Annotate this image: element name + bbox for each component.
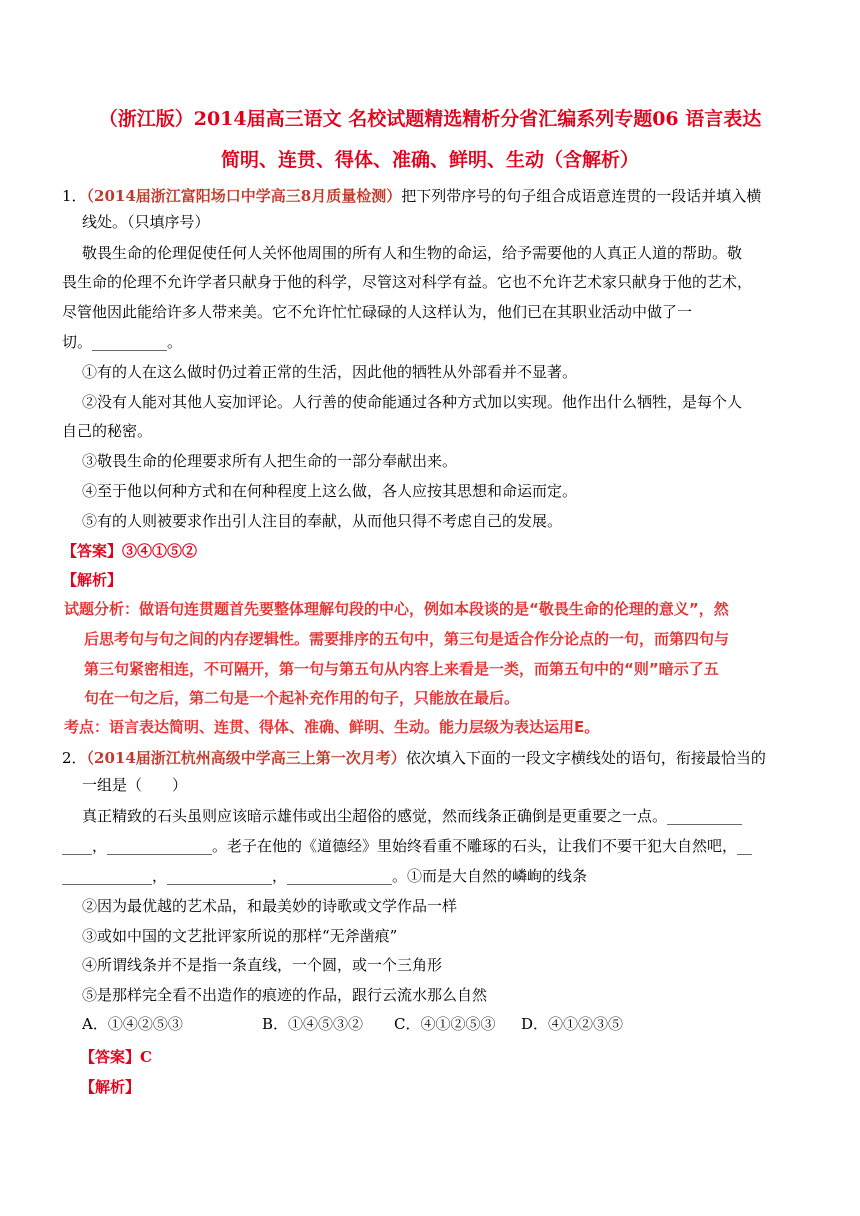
question-1-sentence: ③敬畏生命的伦理要求所有人把生命的一部分奉献出来。 (82, 452, 458, 470)
document-title-line-1: （浙江版）2014届高三语文 名校试题精选精析分省汇编系列专题06 语言表达 (98, 108, 762, 130)
question-2-sentence: ④所谓线条并不是指一条直线，一个圆，或一个三角形 (82, 956, 443, 974)
question-2-stem-continued: 一组是（ ） (82, 776, 188, 794)
question-2-sentence: ⑤是那样完全看不出造作的痕迹的作品，跟行云流水那么自然 (82, 986, 488, 1004)
question-2-stem-text: 依次填入下面的一段文字横线处的语句，衔接最恰当的 (405, 749, 766, 767)
question-1-sentence: 自己的秘密。 (62, 422, 153, 440)
question-1-analysis-line: 句在一句之后，第二句是一个起补充作用的句子，只能放在最后。 (84, 689, 520, 707)
question-1-source: （2014届浙江富阳场口中学高三8月质量检测） (86, 187, 402, 205)
question-1-analysis-line: 试题分析：做语句连贯题首先要整体理解句段的中心，例如本段谈的是“敬畏生命的伦理的意义”，然 (64, 600, 729, 618)
question-1-analysis-line: 第三句紧密相连，不可隔开，第一句与第五句从内容上来看是一类，而第五句中的“则”暗示了五 (84, 660, 719, 678)
question-1-number: 1． (62, 187, 87, 205)
question-1-sentence: ④至于他以何种方式和在何种程度上这么做，各人应按其思想和命运而定。 (82, 482, 578, 500)
option-d: D．④①②③⑤ (521, 1015, 624, 1033)
question-1-sentence: ⑤有的人则被要求作出引人注目的奉献，从而他只得不考虑自己的发展。 (82, 512, 563, 530)
question-1-stem-text: 把下列带序号的句子组合成语意连贯的一段话并填入横 (401, 187, 762, 205)
question-1-stem-continued: 线处。（只填序号） (82, 213, 210, 231)
question-1-sentence: ②没有人能对其他人妄加评论。人行善的使命能通过各种方式加以实现。他作出什么牺牲，是每个人 (82, 393, 743, 411)
document-title-line-2: 简明、连贯、得体、准确、鲜明、生动（含解析） (220, 149, 639, 171)
question-2-answer: 【答案】C (80, 1048, 152, 1066)
question-1-sentence: ①有的人在这么做时仍过着正常的生活，因此他的牺牲从外部看并不显著。 (82, 363, 578, 381)
question-2-sentence: ③或如中国的文艺批评家所说的那样“无斧凿痕” (82, 927, 398, 945)
question-1-stem (62, 186, 761, 206)
option-c: C．④①②⑤③ (394, 1015, 496, 1033)
question-2-options (82, 1014, 623, 1034)
question-2-analysis-label: 【解析】 (80, 1078, 141, 1096)
option-b: B．①④⑤③② (262, 1015, 364, 1033)
question-2-passage-line: ____________，______________，______________。①而是大自然的嶙峋的线条 (62, 867, 588, 885)
question-2-number: 2． (62, 749, 87, 767)
question-1-passage-line: 敬畏生命的伦理促使任何人关怀他周围的所有人和生物的命运，给予需要他的人真正人道的帮助。敬 (82, 244, 743, 262)
question-1-passage-line: 尽管他因此能给许多人带来美。它不允许忙忙碌碌的人这样认为，他们已在其职业活动中做了一 (62, 303, 693, 321)
question-2-stem (62, 748, 766, 768)
question-1-answer: 【答案】③④①⑤② (62, 542, 198, 560)
question-2-sentence: ②因为最优越的艺术品，和最美妙的诗歌或文学作品一样 (82, 897, 458, 915)
question-2-passage-line: ____，______________。老子在他的《道德经》里始终看重不雕琢的石头，让我们不要干犯大自然吧，__ (62, 837, 753, 855)
question-2-source: （2014届浙江杭州高级中学高三上第一次月考） (86, 749, 406, 767)
question-1-knowledge-point: 考点：语言表达简明、连贯、得体、准确、鲜明、生动。能力层级为表达运用E。 (64, 718, 600, 736)
option-a: A．①④②⑤③ (82, 1015, 183, 1033)
question-1-analysis-line: 后思考句与句之间的内存逻辑性。需要排序的五句中，第三句是适合作分论点的一句，而第四句与 (84, 630, 730, 648)
question-1-passage-line: 切。__________。 (62, 333, 183, 351)
question-2-passage-line: 真正精致的石头虽则应该暗示雄伟或出尘超俗的感觉，然而线条正确倒是更重要之一点。__________ (82, 807, 743, 825)
question-1-analysis-label: 【解析】 (62, 571, 123, 589)
question-1-passage-line: 畏生命的伦理不允许学者只献身于他的科学，尽管这对科学有益。它也不允许艺术家只献身于他的艺术， (62, 273, 753, 291)
